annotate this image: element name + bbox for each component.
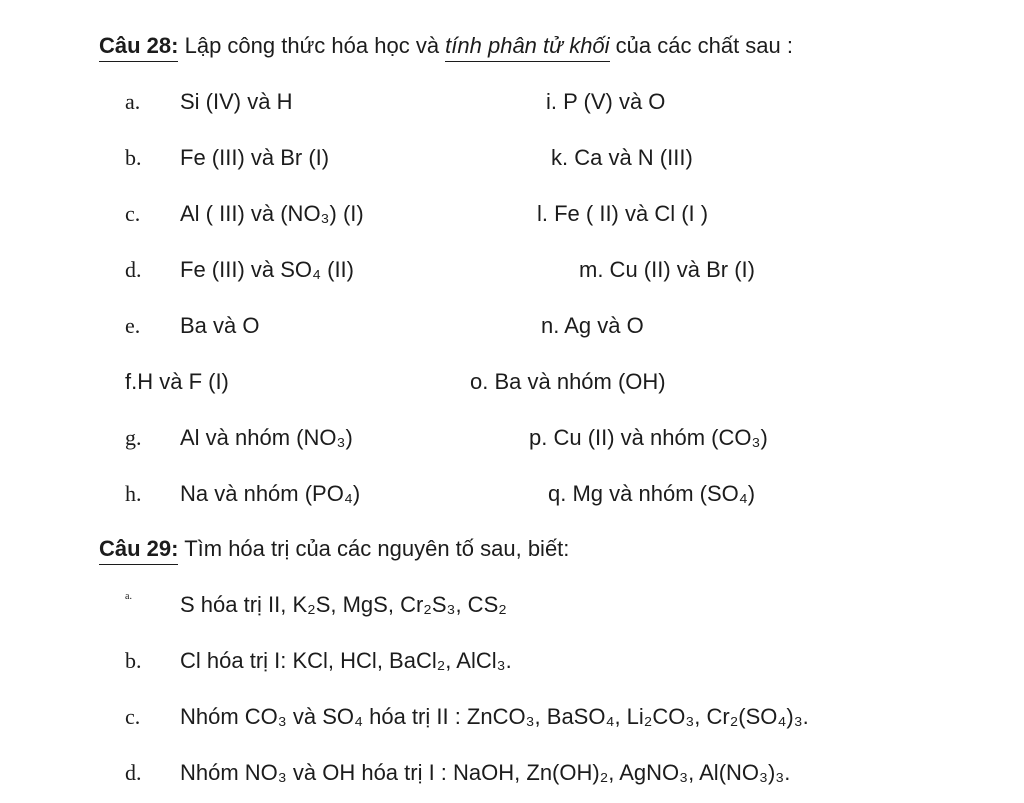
- list-item-text: Ba và O: [180, 313, 260, 338]
- list-item-text: Fe (III) và SO₄ (II): [180, 257, 354, 282]
- list-marker: a.: [125, 591, 132, 602]
- question-28-emphasis: tính phân tử khối: [445, 33, 609, 62]
- list-item-text: Cl hóa trị I: KCl, HCl, BaCl₂, AlCl₃.: [180, 648, 512, 673]
- question-29-heading: [99, 536, 569, 562]
- list-marker: b.: [125, 648, 142, 673]
- list-item-i: i. P (V) và O: [546, 89, 666, 114]
- list-item-m: m. Cu (II) và Br (I): [579, 257, 755, 282]
- list-marker: c.: [125, 704, 141, 729]
- question-29-text: Tìm hóa trị của các nguyên tố sau, biết:: [178, 536, 570, 561]
- list-item-text: Na và nhóm (PO₄): [180, 481, 361, 506]
- list-item-text: Al ( III) và (NO₃) (I): [180, 201, 364, 226]
- list-item-text: Si (IV) và H: [180, 89, 293, 114]
- list-item-text: Nhóm CO₃ và SO₄ hóa trị II : ZnCO₃, BaSO₄, Li₂CO₃, Cr₂(SO₄)₃.: [180, 704, 809, 729]
- question-28-label: Câu 28:: [99, 33, 178, 62]
- list-item-k: k. Ca và N (III): [551, 145, 693, 170]
- list-marker: g.: [125, 425, 142, 450]
- list-item-text: Nhóm NO₃ và OH hóa trị I : NaOH, Zn(OH)₂, AgNO₃, Al(NO₃)₃.: [180, 760, 791, 785]
- list-marker: d.: [125, 257, 142, 282]
- list-marker: d.: [125, 760, 142, 785]
- list-item-text: S hóa trị II, K₂S, MgS, Cr₂S₃, CS₂: [180, 592, 507, 617]
- question-28-heading: [99, 33, 793, 59]
- list-marker: e.: [125, 313, 141, 338]
- list-marker: a.: [125, 89, 141, 114]
- list-item-text: Al và nhóm (NO₃): [180, 425, 353, 450]
- question-28-text-pre: Lập công thức hóa học và: [178, 33, 446, 58]
- question-28-text-post: của các chất sau :: [609, 33, 793, 58]
- list-item-text: Fe (III) và Br (I): [180, 145, 330, 170]
- list-item-l: l. Fe ( II) và Cl (I ): [537, 201, 709, 226]
- list-item-n: n. Ag và O: [541, 313, 644, 338]
- list-item-q: q. Mg và nhóm (SO₄): [548, 481, 756, 506]
- list-marker: c.: [125, 201, 141, 226]
- list-marker: b.: [125, 145, 142, 170]
- list-item-p: p. Cu (II) và nhóm (CO₃): [529, 425, 768, 450]
- list-item-text: f.H và F (I): [125, 369, 229, 394]
- list-item-o: o. Ba và nhóm (OH): [470, 369, 666, 394]
- list-marker: h.: [125, 481, 142, 506]
- question-29-label: Câu 29:: [99, 536, 178, 565]
